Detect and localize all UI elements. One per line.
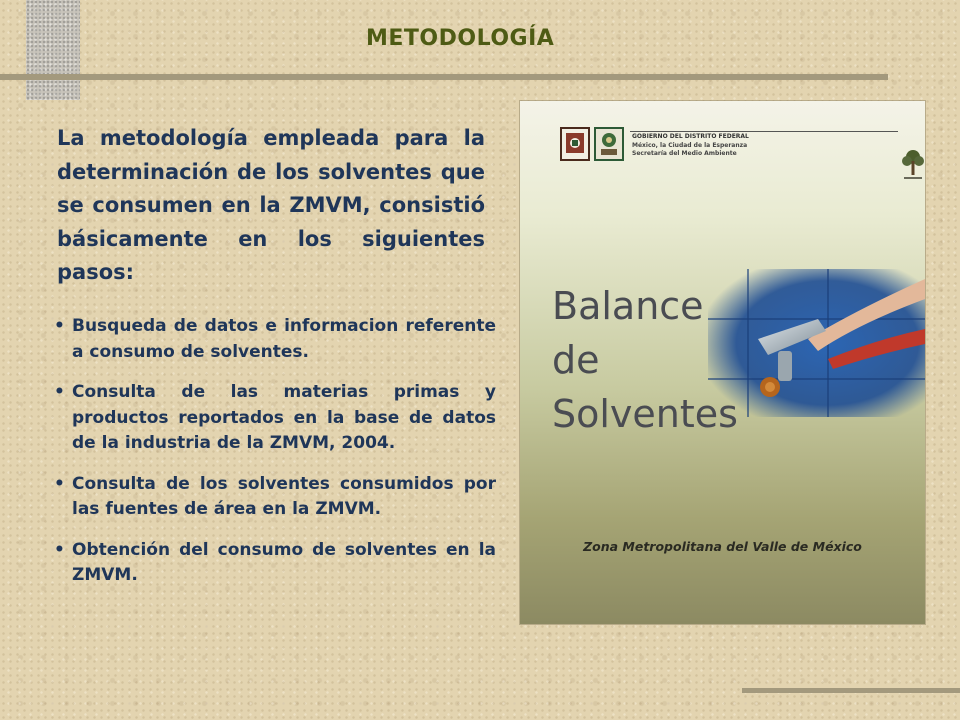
bullet-icon: • xyxy=(54,473,65,494)
gov-secretariat: Secretaría del Medio Ambiente xyxy=(632,150,737,157)
list-item xyxy=(54,538,496,589)
cover-caption: Zona Metropolitana del Valle de México xyxy=(583,539,862,554)
footer-rule xyxy=(742,688,960,693)
gdf-logo-icon xyxy=(560,127,590,161)
gov-name: GOBIERNO DEL DISTRITO FEDERAL xyxy=(632,133,749,140)
report-cover-image xyxy=(520,101,925,624)
bullet-icon: • xyxy=(54,382,65,402)
spray-gun-photo xyxy=(708,269,925,417)
list-item xyxy=(54,472,496,523)
step-text: Obtención del consumo de solventes en la ZMVM. xyxy=(72,539,496,585)
cover-header xyxy=(560,123,900,163)
cover-title xyxy=(552,279,738,441)
intro-paragraph: La metodología empleada para la determinación de los solventes que se consumen en la ZMVM, consistió básicamente en los siguientes pasos: xyxy=(57,126,485,284)
page-title: METODOLOGÍA xyxy=(366,26,555,51)
cover-header-rule xyxy=(630,131,898,132)
tree-logo-icon xyxy=(898,147,925,183)
steps-list xyxy=(54,314,496,604)
list-item xyxy=(54,314,496,365)
cover-title-line: Solventes xyxy=(552,392,738,436)
cover-title-line: Balance xyxy=(552,284,704,328)
government-text xyxy=(632,133,749,159)
cover-title-line: de xyxy=(552,338,600,382)
bullet-icon: • xyxy=(54,539,65,560)
step-text: Busqueda de datos e informacion referente a consumo de solventes. xyxy=(72,316,496,362)
sma-logo-icon xyxy=(594,127,624,161)
step-text: Consulta de los solventes consumidos por las fuentes de área en la ZMVM. xyxy=(72,473,496,519)
list-item xyxy=(54,380,496,457)
gov-slogan: México, la Ciudad de la Esperanza xyxy=(632,141,748,149)
header-rule xyxy=(0,74,888,80)
bullet-icon: • xyxy=(54,316,65,336)
step-text: Consulta de las materias primas y productos reportados en la base de datos de la industria de la ZMVM, 2004. xyxy=(72,382,496,453)
corner-decoration xyxy=(26,0,80,100)
